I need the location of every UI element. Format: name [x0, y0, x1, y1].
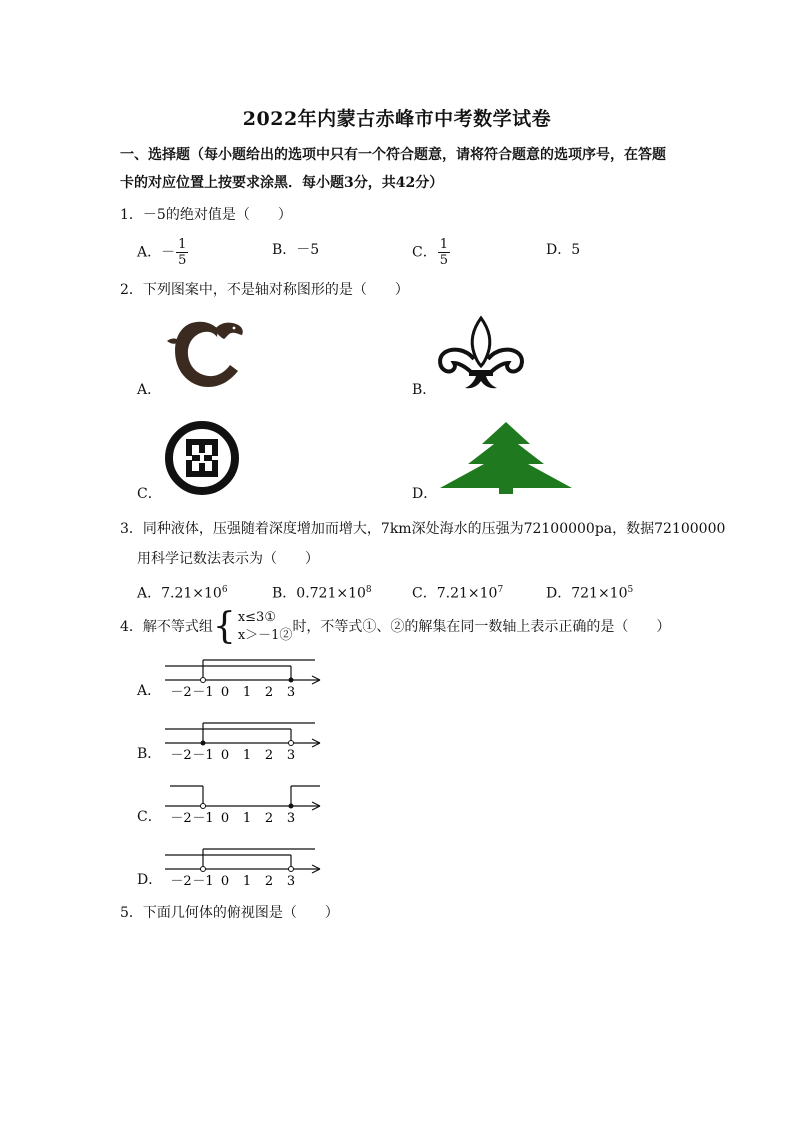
tick-label: 1 — [242, 874, 252, 889]
q2-option-d-label: D． — [412, 486, 438, 502]
q3-option-a — [137, 580, 228, 604]
q4-option-b-label: B． — [137, 746, 162, 762]
section-heading-line2: 卡的对应位置上按要求涂黑．每小题3分，共42分） — [120, 175, 444, 191]
number-line-tick-labels — [170, 685, 295, 700]
q1-option-c-fraction — [438, 237, 450, 268]
q3-option-a-exponent: 6 — [221, 585, 228, 595]
q1-option-a — [137, 237, 189, 268]
section-heading — [120, 141, 680, 197]
q2-option-b-label: B． — [412, 382, 437, 398]
q3-option-d — [546, 580, 633, 604]
q4-option-b-number-line — [160, 715, 330, 763]
tick-label: 2 — [264, 685, 274, 700]
tick-label: 1 — [242, 748, 252, 763]
q5-stem: 5．下面几何体的俯视图是（ ） — [120, 905, 339, 921]
inequality-1: x≤3① — [237, 610, 276, 625]
tick-label: 0 — [220, 748, 230, 763]
q4-option-d-label: D． — [137, 872, 163, 888]
fraction-numerator: 1 — [178, 237, 187, 252]
q3-option-c-exponent: 7 — [497, 585, 504, 595]
q4-stem — [120, 606, 671, 647]
tick-label: －1 — [192, 874, 214, 889]
tick-label: －2 — [170, 748, 192, 763]
tick-label: 2 — [264, 811, 274, 826]
tick-label: 0 — [220, 685, 230, 700]
q4-suffix: 时，不等式①、②的解集在同一数轴上表示正确的是（ ） — [292, 619, 671, 635]
tick-label: 0 — [220, 811, 230, 826]
q4-option-c-number-line — [160, 778, 330, 826]
q3-option-d-base: D．721×10 — [546, 585, 628, 602]
q1-option-a-label: A．－ — [137, 244, 176, 261]
fraction-denominator: 5 — [439, 253, 448, 268]
fleur-de-lis-icon — [436, 315, 526, 393]
q3-option-c-base: C．7.21×10 — [412, 585, 498, 602]
q1-option-c-label: C． — [412, 244, 437, 261]
pine-tree-icon — [436, 418, 576, 498]
q3-option-c — [412, 580, 503, 604]
number-line-tick-labels — [170, 811, 295, 826]
q3-option-a-base: A．7.21×10 — [137, 585, 222, 602]
q2-stem: 2．下列图案中，不是轴对称图形的是（ ） — [120, 282, 409, 298]
tick-label: －2 — [170, 874, 192, 889]
page-title: 2022年内蒙古赤峰市中考数学试卷 — [242, 108, 552, 130]
q3-option-b-base: B．0.721×10 — [272, 585, 366, 602]
q3-line2: 用科学记数法表示为（ ） — [137, 551, 319, 567]
tick-label: －1 — [192, 685, 214, 700]
tick-label: 0 — [220, 874, 230, 889]
dragon-c-logo-icon — [158, 315, 248, 395]
q2-option-c-label: C． — [137, 486, 162, 502]
tick-label: 2 — [264, 748, 274, 763]
q3-option-b-exponent: 8 — [365, 585, 372, 595]
q3-option-d-exponent: 5 — [627, 585, 634, 595]
q4-prefix: 4．解不等式组 — [120, 619, 213, 635]
q4-option-a-label: A． — [137, 683, 162, 699]
tick-label: －2 — [170, 811, 192, 826]
q1-option-a-fraction — [176, 237, 188, 268]
inequality-2: x＞－1② — [237, 628, 293, 643]
q1-option-b: B．－5 — [272, 242, 320, 258]
q4-option-d-number-line — [160, 841, 330, 889]
tick-label: 1 — [242, 811, 252, 826]
fraction-denominator: 5 — [178, 253, 187, 268]
tick-label: 1 — [242, 685, 252, 700]
q4-option-c-label: C． — [137, 809, 162, 825]
tick-label: －1 — [192, 811, 214, 826]
tick-label: －2 — [170, 685, 192, 700]
tick-label: 3 — [286, 811, 296, 826]
inequality-system — [212, 606, 293, 647]
q3-option-b — [272, 580, 372, 604]
tick-label: 3 — [286, 874, 296, 889]
tick-label: －1 — [192, 748, 214, 763]
q2-option-a-label: A． — [137, 382, 162, 398]
tick-label: 3 — [286, 685, 296, 700]
section-heading-line1: 一、选择题（每小题给出的选项中只有一个符合题意，请将符合题意的选项序号，在答题 — [120, 147, 666, 163]
q3-line1: 3．同种液体，压强随着深度增加而增大，7km深处海水的压强为72100000pa，数据72100000 — [120, 521, 726, 537]
inequality-lines — [238, 609, 293, 645]
tick-label: 3 — [286, 748, 296, 763]
q1-stem: 1．－5的绝对值是（ ） — [120, 207, 292, 223]
number-line-tick-labels — [170, 874, 295, 889]
q1-option-c — [412, 237, 451, 268]
q1-option-d: D．5 — [546, 242, 581, 258]
left-brace: { — [212, 606, 236, 647]
fraction-numerator: 1 — [439, 237, 448, 252]
icbc-bank-logo-icon — [162, 418, 242, 498]
number-line-tick-labels — [170, 748, 295, 763]
tick-label: 2 — [264, 874, 274, 889]
q4-option-a-number-line — [160, 652, 330, 700]
